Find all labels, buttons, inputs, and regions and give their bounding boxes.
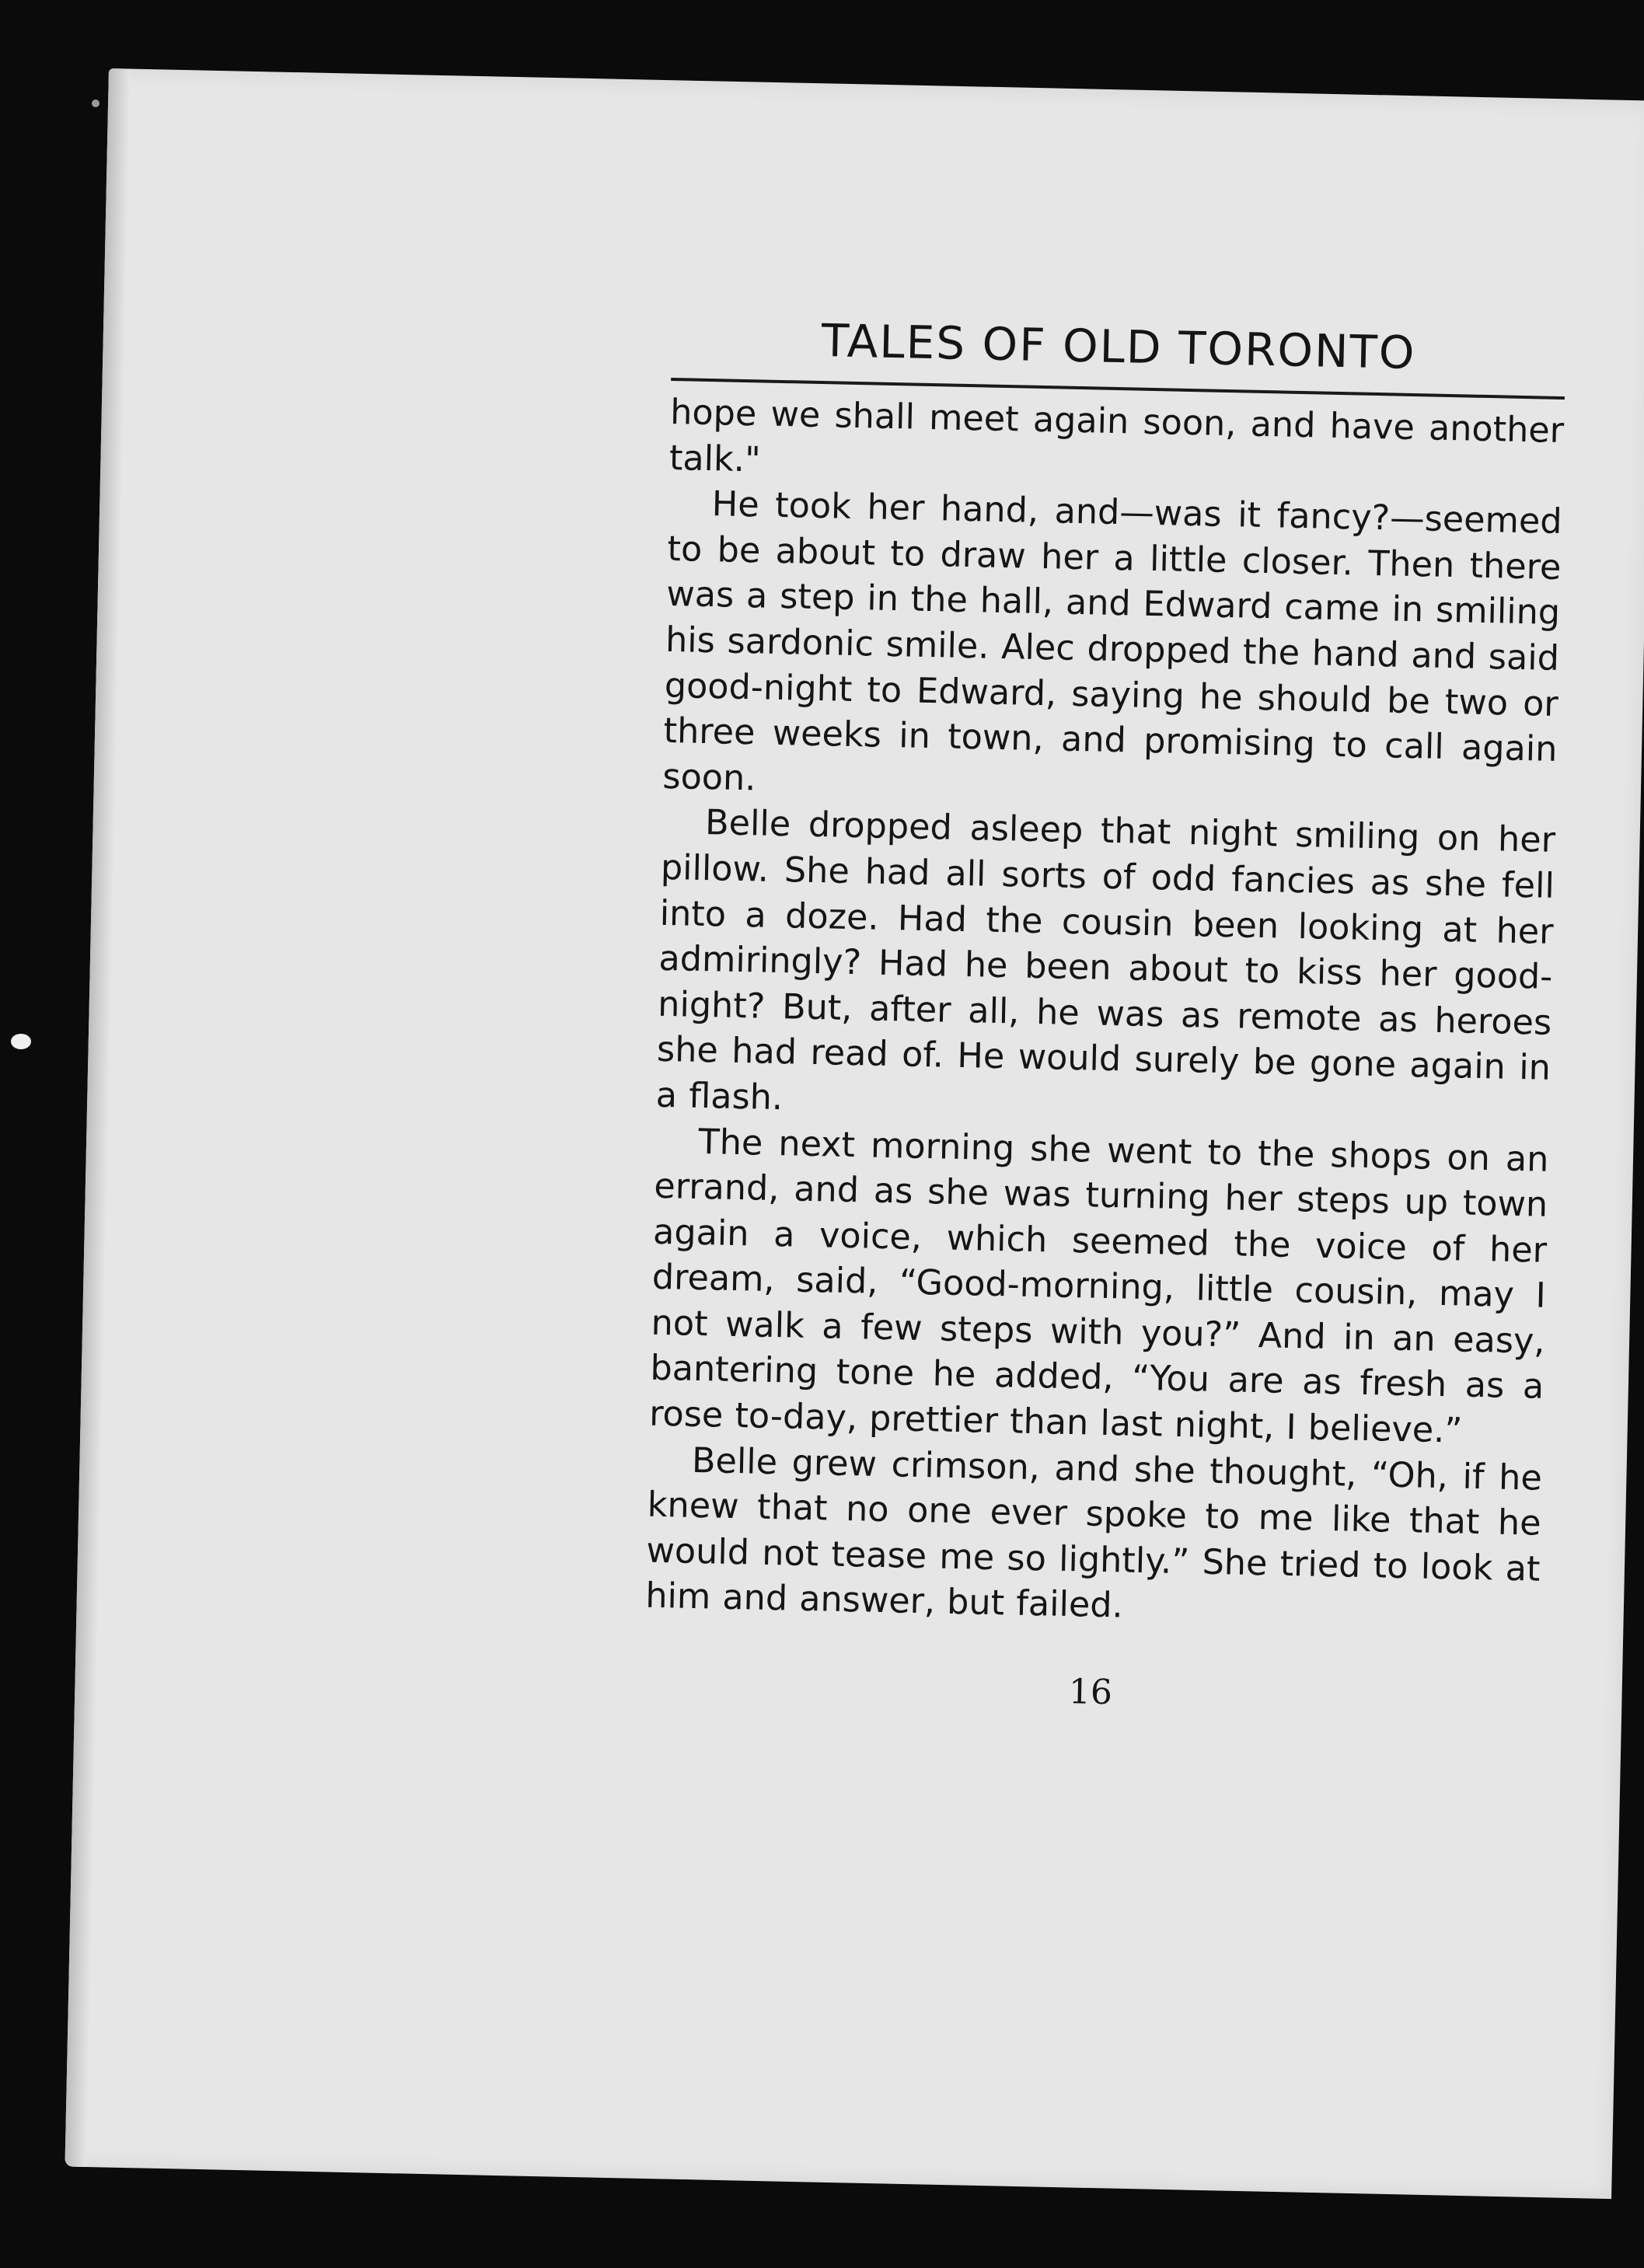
page-number: 16 <box>1068 1672 1113 1713</box>
paragraph: hope we shall meet again soon, and have another talk." <box>668 392 1565 480</box>
paragraph: The next morning she went to the shops on an errand, and as she was turning her steps up town again a voice, which seemed the voice of her dream, said, “Good-morning, little cousin, may I not walk a few steps with you?” And in an easy, bantering tone he added, “You are as fresh as a rose to-day, prettier than last night, I believe.” <box>648 1122 1549 1451</box>
paragraph: Belle dropped asleep that night smiling on her pillow. She had all sorts of odd fancies as she fell into a doze. Had the cousin been looking at her admiringly? Had he been about to kiss her good-night? But, after all, he was as remote as heroes she had read of. He would surely be gone again in a flash. <box>655 803 1556 1118</box>
paragraph: He took her hand, and—was it fancy?—seemed to be about to draw her a little closer. Then there was a step in the hall, and Edward came in smiling his sardonic smile. Alec dropped the hand and said good-night to Edward, saying he should be two or three weeks in town, and promising to call again soon. <box>661 484 1563 799</box>
book-page <box>643 311 1565 1722</box>
dust-speck <box>11 1034 31 1049</box>
dust-speck <box>92 99 99 107</box>
body-text <box>645 381 1565 1638</box>
running-head: TALES OF OLD TORONTO <box>671 311 1566 400</box>
paragraph: Belle grew crimson, and she thought, “Oh, if he knew that no one ever spoke to me like that he would not tease me so lightly.” She tried to look at him and answer, but failed. <box>644 1440 1543 1626</box>
